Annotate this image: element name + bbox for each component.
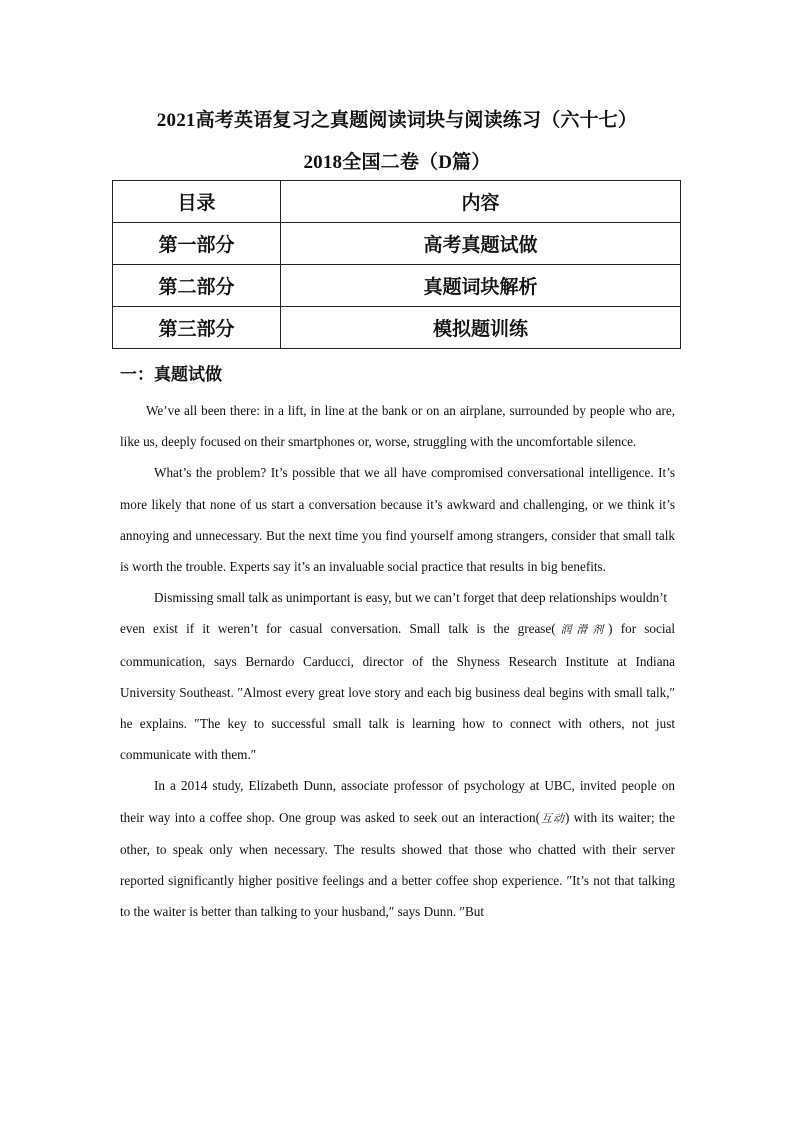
passage-text: even exist if it weren’t for casual conversation. Small talk is the grease( — [120, 621, 556, 637]
passage-text: ) for social communication, says Bernardo Carducci, director of the Shyness Research Institute at Indiana University Southeast. ″Almost every great love story and each big business deal begins with small talk,″ he explains. ″The key to successful small talk is learning how to connect with others, not just communicate with them.″ — [120, 621, 676, 763]
toc-row — [113, 265, 681, 307]
passage-paragraph-4 — [120, 770, 675, 927]
passage-paragraph-3b — [120, 613, 675, 770]
toc-part-cell: 第一部分 — [113, 223, 281, 265]
passage-text: ) with its waiter; the other, to speak only when necessary. The results showed that those who chatted with their server reported significantly higher positive feelings and a better coffee shop experience. ″It’s not that talking to the waiter is better than talking to your husband,″ says Dunn. ″But — [120, 809, 676, 920]
passage-paragraph-3a: Dismissing small talk as unimportant is easy, but we can’t forget that deep relationships wouldn’t — [154, 590, 668, 606]
passage-body — [120, 395, 675, 927]
toc-content-cell: 真题词块解析 — [281, 265, 681, 307]
table-of-contents — [112, 180, 681, 349]
passage-paragraph-2: What’s the problem? It’s possible that we all have compromised conversational intelligence. It’s more likely that none of us start a conversation because it’s awkward and challenging, or we think it’s annoying and unnecessary. But the next time you find yourself among strangers, consider that small talk is worth the trouble. Experts say it’s an invaluable social practice that results in big benefits. — [120, 465, 675, 575]
document-subtitle: 2018全国二卷（D篇） — [303, 152, 491, 173]
toc-part-cell: 第三部分 — [113, 307, 281, 349]
toc-row — [113, 307, 681, 349]
document-title: 2021高考英语复习之真题阅读词块与阅读练习（六十七） — [156, 110, 638, 131]
passage-text: In a 2014 study, Elizabeth Dunn, associate professor of psychology at UBC, invited people on their way into a coffee shop. One group was asked to seek out an interaction( — [120, 778, 675, 825]
toc-header-directory: 目录 — [113, 181, 281, 223]
passage-paragraph-1: We’ve all been there: in a lift, in line at the bank or on an airplane, surrounded by people who are, like us, deeply focused on their smartphones or, worse, struggling with the uncomfortable silence. — [120, 403, 675, 450]
toc-header-content: 内容 — [281, 181, 681, 223]
toc-content-cell: 模拟题训练 — [281, 307, 681, 349]
toc-content-cell: 高考真题试做 — [281, 223, 681, 265]
section-heading: 一：真题试做 — [120, 365, 222, 384]
toc-row — [113, 223, 681, 265]
toc-header-row — [113, 181, 681, 223]
toc-part-cell: 第二部分 — [113, 265, 281, 307]
chinese-gloss: 互动 — [540, 811, 565, 825]
chinese-gloss: 润滑剂 — [555, 623, 609, 637]
